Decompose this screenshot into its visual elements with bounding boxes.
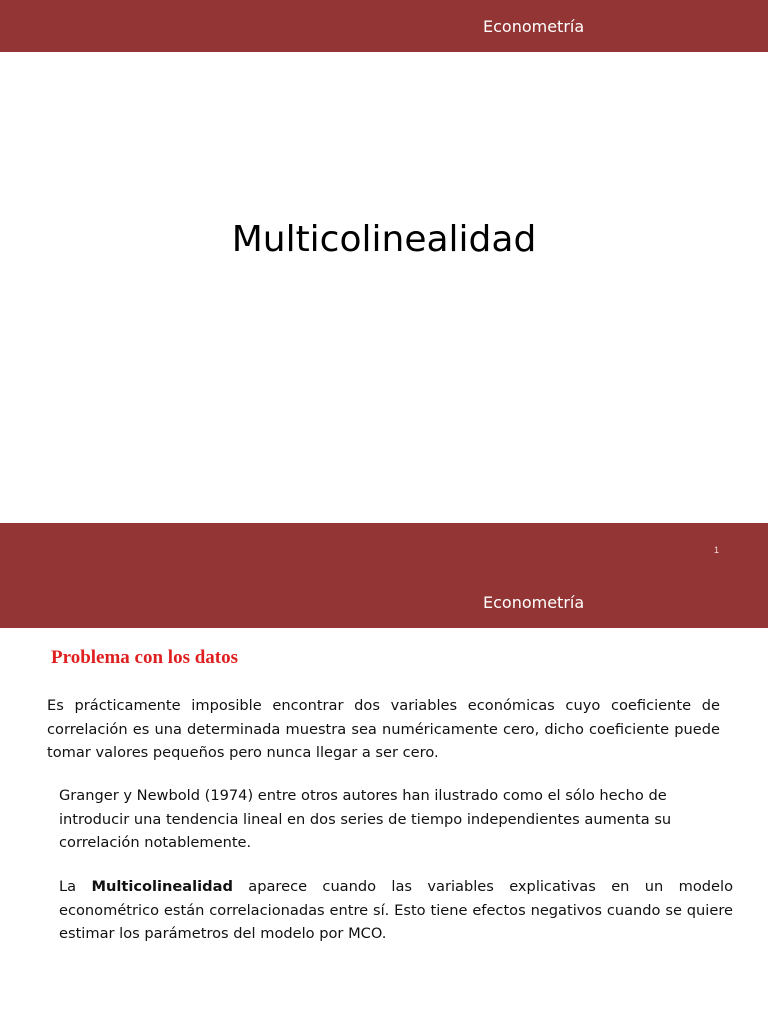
paragraph-correlation: Es prácticamente imposible encontrar dos variables económicas cuyo coeficiente de correlación es una determinada muestra sea numéricamente cero, dicho coeficiente puede tomar valores pequeños pero nunca llegar a ser cero. xyxy=(47,697,720,761)
slide2-header-band xyxy=(0,523,768,628)
slide1-header-label: Econometría xyxy=(483,17,585,36)
slide1-header-band xyxy=(0,0,768,52)
slide1-title: Multicolinealidad xyxy=(231,219,537,260)
paragraph-3-suffix: aparece cuando las variables explicativas en un modelo econométrico están correlacionadas entre sí. Esto tiene efectos negativos cuando se quiere estimar los parámetros del modelo por MCO. xyxy=(59,878,733,942)
paragraph-granger-newbold: Granger y Newbold (1974) entre otros autores han ilustrado como el sólo hecho de introducir una tendencia lineal en dos series de tiempo independientes aumenta su correlación notablemente. xyxy=(59,787,672,851)
paragraph-multicolinealidad xyxy=(59,875,733,946)
section-heading: Problema con los datos xyxy=(51,647,239,668)
slide1-page-number: 1 xyxy=(714,545,720,555)
paragraph-3-bold-term: Multicolinealidad xyxy=(91,878,233,895)
slide2-header-label: Econometría xyxy=(483,593,585,612)
paragraph-3-prefix: La xyxy=(59,878,92,895)
